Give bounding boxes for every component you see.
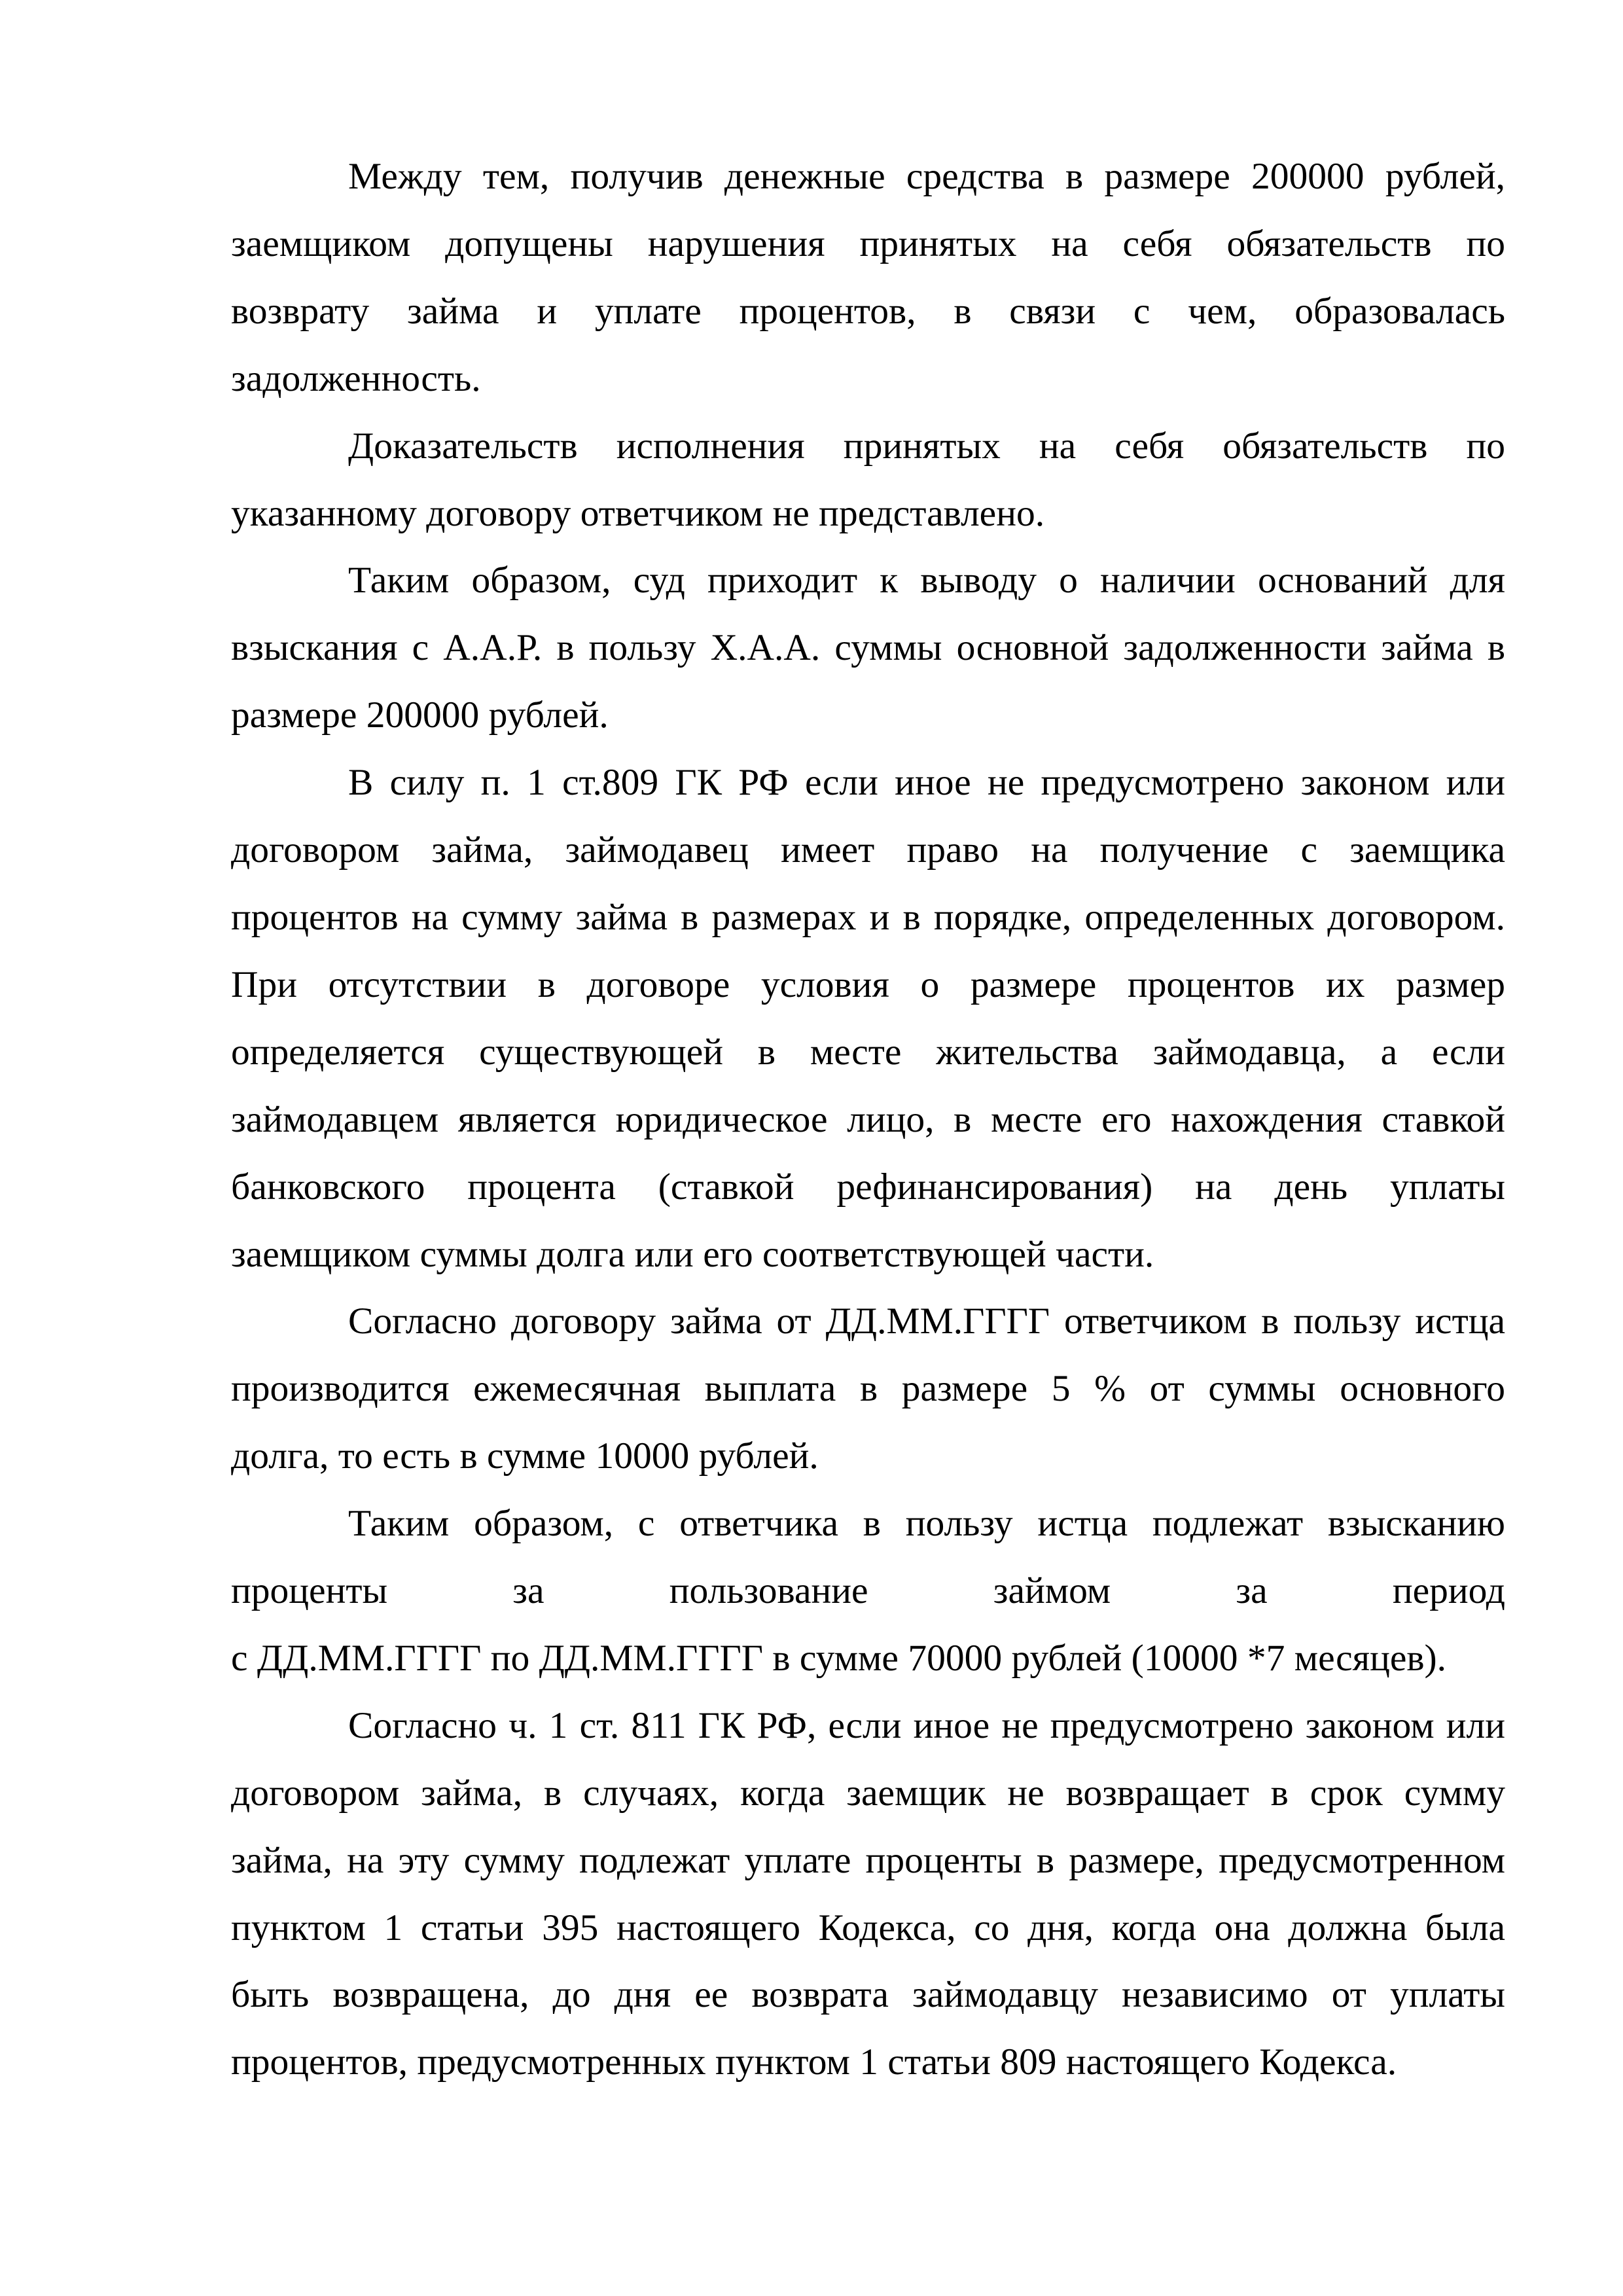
text-line: Таким образом, суд приходит к выводу о наличии оснований для bbox=[348, 560, 1505, 601]
text-line: взыскания с А.А.Р. в пользу Х.А.А. суммы основной задолженности займа в bbox=[231, 627, 1505, 669]
text-line: Таким образом, с ответчика в пользу истца подлежат взысканию bbox=[348, 1503, 1505, 1545]
text-line: договором займа, займодавец имеет право на получение с заемщика bbox=[231, 829, 1505, 871]
text-line: долга, то есть в сумме 10000 рублей. bbox=[231, 1435, 819, 1477]
text-line: определяется существующей в месте жительства займодавца, а если bbox=[231, 1031, 1505, 1073]
paragraph bbox=[231, 1490, 1505, 1693]
text-line: пунктом 1 статьи 395 настоящего Кодекса, со дня, когда она должна была bbox=[231, 1907, 1505, 1948]
text-line: возврату займа и уплате процентов, в связи с чем, образовалась bbox=[231, 290, 1505, 332]
text-line: процентов на сумму займа в размерах и в порядке, определенных договором. bbox=[231, 896, 1505, 938]
text-line: с ДД.ММ.ГГГГ по ДД.ММ.ГГГГ в сумме 70000 рублей (10000 *7 месяцев). bbox=[231, 1637, 1447, 1679]
text-line: производится ежемесячная выплата в размере 5 % от суммы основного bbox=[231, 1368, 1505, 1410]
text-line: размере 200000 рублей. bbox=[231, 694, 609, 736]
text-line: указанному договору ответчиком не представлено. bbox=[231, 492, 1045, 534]
paragraph bbox=[231, 547, 1505, 749]
paragraph bbox=[231, 1288, 1505, 1490]
text-line: При отсутствии в договоре условия о размере процентов их размер bbox=[231, 963, 1505, 1005]
text-line: заемщиком суммы долга или его соответствующей части. bbox=[231, 1233, 1154, 1275]
text-line: займодавцем является юридическое лицо, в месте его нахождения ставкой bbox=[231, 1098, 1505, 1140]
text-line: банковского процента (ставкой рефинансирования) на день уплаты bbox=[231, 1166, 1505, 1208]
paragraph bbox=[231, 143, 1505, 413]
text-line: Между тем, получив денежные средства в размере 200000 рублей, bbox=[348, 156, 1505, 197]
paragraph bbox=[231, 413, 1505, 548]
text-line: заемщиком допущены нарушения принятых на себя обязательств по bbox=[231, 223, 1505, 264]
text-line: В силу п. 1 ст.809 ГК РФ если иное не предусмотрено законом или bbox=[348, 762, 1505, 804]
text-line: Согласно ч. 1 ст. 811 ГК РФ, если иное не предусмотрено законом или bbox=[348, 1704, 1505, 1746]
text-line: проценты за пользование займом за период bbox=[231, 1570, 1505, 1612]
text-line: договором займа, в случаях, когда заемщик не возвращает в срок сумму bbox=[231, 1772, 1505, 1814]
document-body bbox=[231, 143, 1505, 2096]
paragraph bbox=[231, 749, 1505, 1288]
text-line: быть возвращена, до дня ее возврата займодавцу независимо от уплаты bbox=[231, 1974, 1505, 2016]
text-line: Согласно договору займа от ДД.ММ.ГГГГ ответчиком в пользу истца bbox=[348, 1300, 1505, 1342]
paragraph bbox=[231, 1693, 1505, 2096]
text-line: Доказательств исполнения принятых на себя обязательств по bbox=[348, 425, 1505, 467]
text-line: задолженность. bbox=[231, 357, 481, 399]
text-line: займа, на эту сумму подлежат уплате проценты в размере, предусмотренном bbox=[231, 1839, 1505, 1881]
text-line: процентов, предусмотренных пунктом 1 статьи 809 настоящего Кодекса. bbox=[231, 2041, 1397, 2083]
